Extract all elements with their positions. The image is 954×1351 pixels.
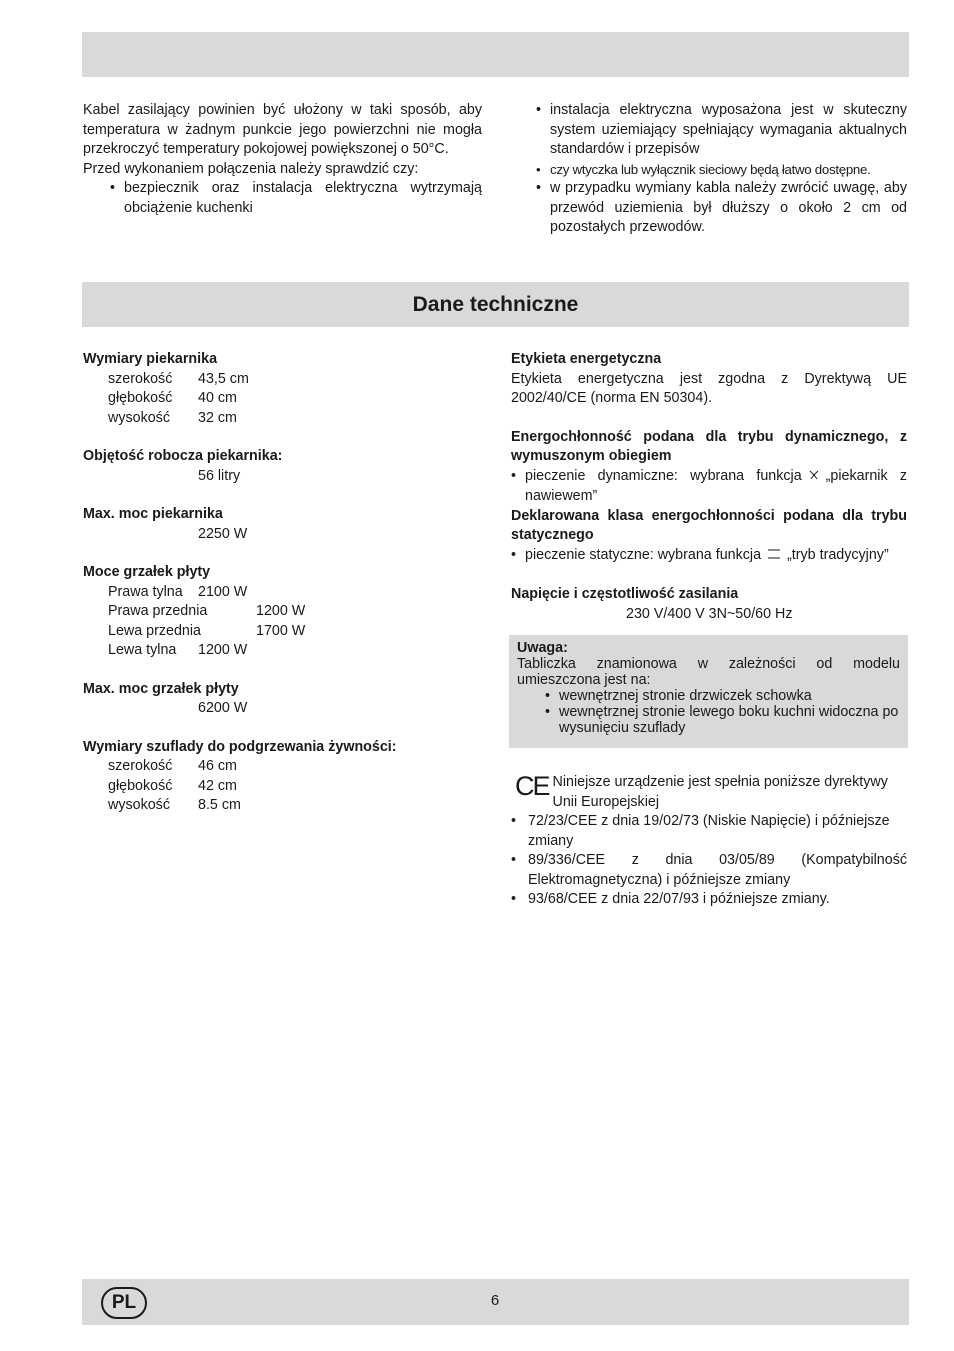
ce-text: Niniejsze urządzenie jest spełnia poniższe dyrektywy Unii Europejskiej	[552, 774, 888, 810]
hob-power-title: Moce grzałek płyty	[83, 564, 211, 580]
tech-data-right	[511, 350, 907, 624]
list-item: • wewnętrznej stronie lewego boku kuchni widoczna po wysunięciu szuflady	[545, 704, 900, 736]
list-item: • 72/23/CEE z dnia 19/02/73 (Niskie Napięcie) i późniejsze zmiany	[511, 812, 907, 851]
top-bottom-heat-icon	[767, 547, 781, 567]
section-title: Dane techniczne	[412, 292, 579, 316]
max-oven-value: 2250 W	[198, 525, 248, 542]
list-item: • instalacja elektryczna wyposażona jest w skuteczny system uziemiający spełniający wymagania aktualnych standardów i przepisów	[536, 101, 907, 160]
header-bar	[82, 32, 909, 77]
energy-label-title: Etykieta energetyczna	[511, 351, 662, 367]
max-hob-value: 6200 W	[198, 700, 248, 716]
dim-row: wysokość 32 cm	[108, 409, 237, 426]
hob-row: Lewa tylna 1200 W	[108, 642, 248, 658]
voltage-value: 230 V/400 V 3N~50/60 Hz	[626, 605, 793, 622]
intro-left	[83, 101, 482, 218]
section-header	[82, 282, 909, 327]
ce-mark-icon: CE	[515, 771, 549, 801]
list-item: • czy wtyczka lub wyłącznik sieciowy będą łatwo dostępne.	[536, 160, 907, 180]
note-text: Tabliczka znamionowa w zależności od modelu umieszczona jest na:	[517, 656, 900, 688]
tech-data-left	[83, 350, 483, 816]
hob-row: Prawa przednia 1200 W	[108, 603, 306, 619]
intro-right	[536, 101, 907, 238]
page-number: 6	[490, 1292, 500, 1309]
hob-row: Lewa przednia 1700 W	[108, 622, 306, 639]
volume-title: Objętość robocza piekarnika:	[83, 448, 283, 464]
list-item: • wewnętrznej stronie drzwiczek schowka	[545, 688, 900, 704]
list-item: • pieczenie statyczne: wybrana funkcja „tryb tradycyjny”	[511, 546, 907, 567]
voltage-title: Napięcie i częstotliwość zasilania	[511, 586, 739, 602]
dim-row: szerokość 43,5 cm	[108, 370, 249, 387]
ce-section	[511, 773, 907, 910]
oven-dims-title: Wymiary piekarnika	[83, 351, 218, 367]
hob-row: Prawa tylna 2100 W	[108, 583, 248, 600]
dim-row: głębokość 40 cm	[108, 390, 237, 406]
dynamic-title: Energochłonność podana dla trybu dynamicznego, z wymuszonym obiegiem	[511, 428, 907, 464]
list-item: • w przypadku wymiany kabla należy zwrócić uwagę, aby przewód uziemienia był dłuższy o około 2 cm od pozostałych przewodów.	[536, 179, 907, 238]
note-title: Uwaga:	[517, 640, 568, 656]
list-item: • 93/68/CEE z dnia 22/07/93 i późniejsze zmiany.	[511, 890, 907, 910]
note-box	[509, 635, 908, 748]
fan-icon	[808, 468, 820, 488]
volume-value: 56 litry	[198, 467, 241, 484]
list-item: • bezpiecznik oraz instalacja elektryczna wytrzymają obciążenie kuchenki	[110, 179, 482, 218]
max-hob-title: Max. moc grzałek płyty	[83, 680, 239, 697]
list-item: • pieczenie dynamiczne: wybrana funkcja „piekarnik z nawiewem”	[511, 467, 907, 507]
dim-row: wysokość 8.5 cm	[108, 797, 241, 813]
static-title: Deklarowana klasa energochłonności podana dla trybu statycznego	[511, 507, 907, 543]
dim-row: głębokość 42 cm	[108, 777, 237, 794]
dim-row: szerokość 46 cm	[108, 758, 237, 774]
energy-label-text: Etykieta energetyczna jest zgodna z Dyrektywą UE 2002/40/CE (norma EN 50304).	[511, 370, 907, 406]
check-intro: Przed wykonaniem połączenia należy sprawdzić czy:	[83, 160, 419, 177]
cable-paragraph: Kabel zasilający powinien być ułożony w taki sposób, aby temperatura w żadnym punkcie jego powierzchni nie mogła przekroczyć temperatury pokojowej powiększonej o 50°C.	[83, 102, 482, 157]
max-oven-title: Max. moc piekarnika	[83, 506, 223, 522]
language-badge: PL	[101, 1287, 147, 1319]
drawer-dims-title: Wymiary szuflady do podgrzewania żywności:	[83, 738, 397, 755]
list-item: • 89/336/CEE z dnia 03/05/89 (Kompatybilność Elektromagnetyczna) i późniejsze zmiany	[511, 851, 907, 890]
